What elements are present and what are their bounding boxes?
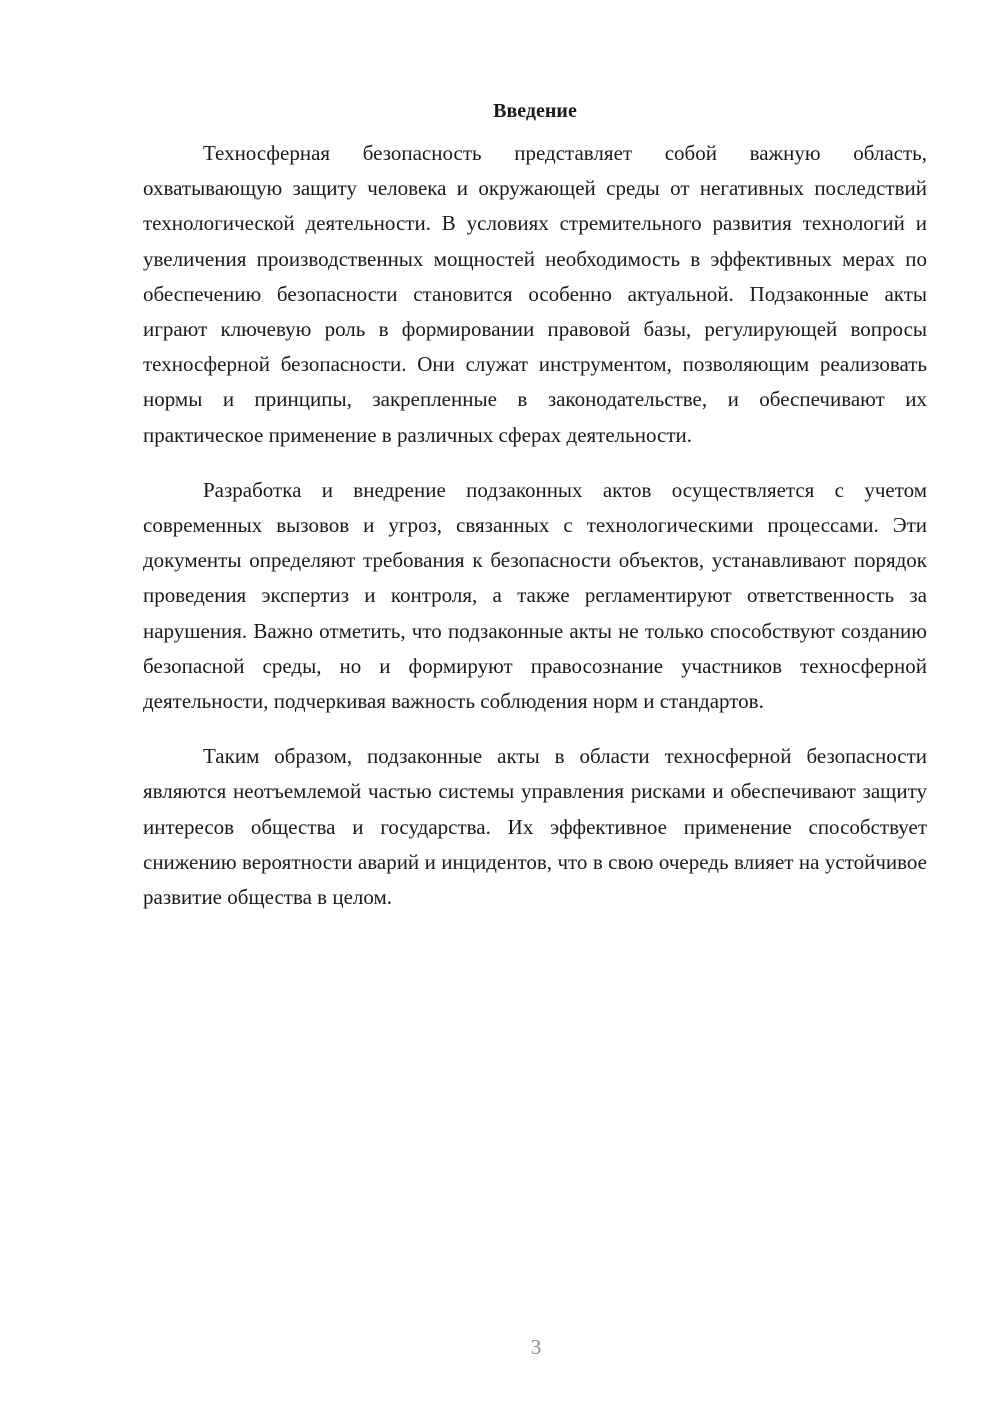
page-number: 3 bbox=[530, 1335, 542, 1359]
page-content bbox=[143, 96, 927, 935]
paragraph-2: Разработка и внедрение подзаконных актов осуществляется с учетом современных вызовов и угроз, связанных с технологическими процессами. Эти документы определяют требования к безопасности объектов, устанавливают порядок проведения экспертиз и контроля, а также регламентируют ответственность за нарушения. Важно отметить, что подзаконные акты не только способствуют созданию безопасной среды, но и формируют правосознание участников техносферной деятельности, подчеркивая важность соблюдения норм и стандартов. bbox=[143, 477, 927, 714]
paragraph-1: Техносферная безопасность представляет собой важную область, охватывающую защиту человека и окружающей среды от негативных последствий технологической деятельности. В условиях стремительного развития технологий и увеличения производственных мощностей необходимость в эффективных мерах по обеспечению безопасности становится особенно актуальной. Подзаконные акты играют ключевую роль в формировании правовой базы, регулирующей вопросы техносферной безопасности. Они служат инструментом, позволяющим реализовать нормы и принципы, закрепленные в законодательстве, и обеспечивают их практическое применение в различных сферах деятельности. bbox=[143, 141, 927, 447]
paragraph-3: Таким образом, подзаконные акты в области техносферной безопасности являются неотъемлемой частью системы управления рисками и обеспечивают защиту интересов общества и государства. Их эффективное применение способствует снижению вероятности аварий и инцидентов, что в свою очередь влияет на устойчивое развитие общества в целом. bbox=[143, 744, 927, 910]
section-title: Введение bbox=[493, 100, 577, 122]
